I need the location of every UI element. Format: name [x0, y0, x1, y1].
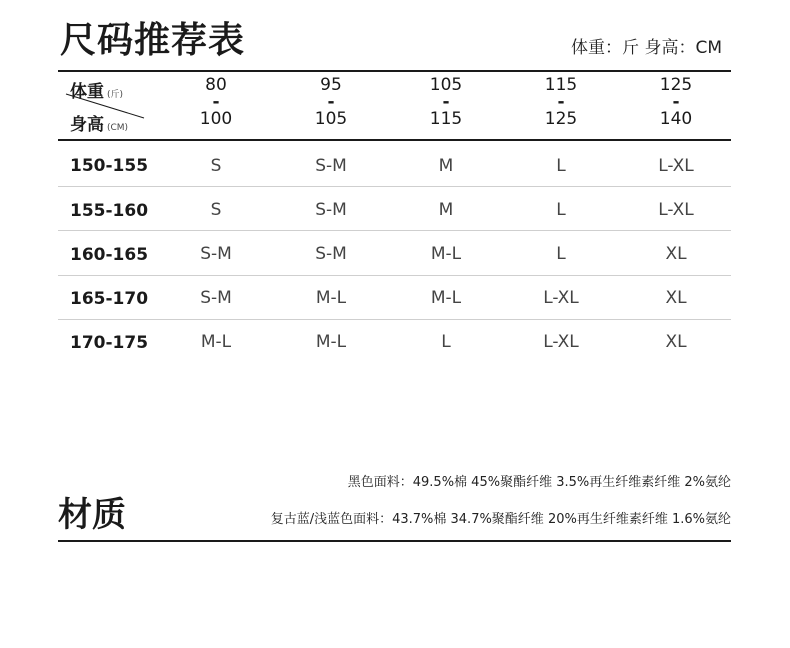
- size-cell: S-M: [200, 244, 232, 264]
- material-bottom-rule: [58, 540, 731, 542]
- row-height-label: 165-170: [70, 289, 149, 309]
- size-cell: S-M: [315, 200, 347, 220]
- weight-column-header: 115 - 125: [544, 75, 578, 129]
- size-cell: L: [556, 244, 566, 264]
- weight-label: 体重: [70, 82, 104, 102]
- weight-column-header: 80 - 100: [199, 75, 233, 129]
- size-cell: XL: [665, 244, 687, 264]
- weight-header: [70, 77, 123, 102]
- table-corner-header: [58, 72, 148, 139]
- material-title: 材质: [58, 495, 126, 535]
- row-height-label: 150-155: [70, 156, 149, 176]
- size-cell: L: [441, 332, 451, 352]
- size-cell: M-L: [430, 244, 462, 264]
- weight-unit: (斤): [107, 90, 124, 100]
- row-divider: [58, 230, 731, 231]
- row-height-label: 160-165: [70, 245, 149, 265]
- weight-column-header: 105 - 115: [429, 75, 463, 129]
- table-top-rule: [58, 70, 731, 72]
- height-label: 身高: [70, 115, 104, 135]
- size-cell: M: [438, 156, 454, 176]
- row-divider: [58, 186, 731, 187]
- height-header: [70, 110, 128, 135]
- size-cell: M-L: [315, 332, 347, 352]
- table-header-rule: [58, 139, 731, 141]
- page-title: 尺码推荐表: [60, 20, 246, 61]
- size-cell: XL: [665, 288, 687, 308]
- size-cell: L-XL: [658, 200, 694, 220]
- size-cell: L-XL: [543, 288, 579, 308]
- size-cell: M-L: [200, 332, 232, 352]
- size-cell: L-XL: [543, 332, 579, 352]
- size-cell: S: [210, 200, 222, 220]
- size-cell: S-M: [200, 288, 232, 308]
- material-line-blue: 复古蓝/浅蓝色面料：43.7%棉 34.7%聚酯纤维 20%再生纤维素纤维 1.6%氨纶: [270, 512, 731, 527]
- row-divider: [58, 275, 731, 276]
- size-cell: M-L: [315, 288, 347, 308]
- size-cell: L: [556, 156, 566, 176]
- size-cell: L: [556, 200, 566, 220]
- size-cell: S: [210, 156, 222, 176]
- unit-note: 体重：斤 身高：CM: [571, 38, 722, 58]
- size-cell: M: [438, 200, 454, 220]
- size-cell: S-M: [315, 244, 347, 264]
- row-height-label: 170-175: [70, 333, 149, 353]
- size-cell: M-L: [430, 288, 462, 308]
- size-cell: S-M: [315, 156, 347, 176]
- row-divider: [58, 319, 731, 320]
- size-cell: L-XL: [658, 156, 694, 176]
- weight-column-header: 95 - 105: [314, 75, 348, 129]
- row-height-label: 155-160: [70, 201, 149, 221]
- material-line-black: 黑色面料：49.5%棉 45%聚酯纤维 3.5%再生纤维素纤维 2%氨纶: [347, 475, 731, 490]
- size-cell: XL: [665, 332, 687, 352]
- height-unit: (CM): [107, 123, 129, 133]
- weight-column-header: 125 - 140: [659, 75, 693, 129]
